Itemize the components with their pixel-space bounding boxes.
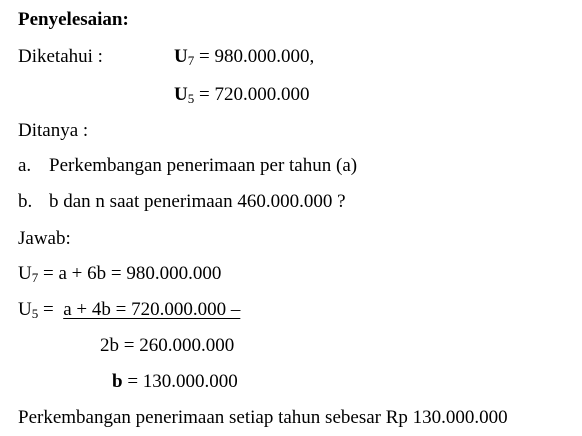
eq2-subscript: 5 bbox=[31, 306, 39, 321]
question-a bbox=[18, 154, 357, 178]
jawab-label: Jawab: bbox=[18, 228, 71, 249]
eq2-text: a + 4b = 720.000.000 – bbox=[63, 299, 241, 320]
u5-subscript: 5 bbox=[187, 91, 195, 106]
known-u7 bbox=[174, 45, 314, 69]
conclusion-text: Perkembangan penerimaan setiap tahun sebesar Rp 130.000.000 bbox=[18, 407, 508, 428]
question-b-text: b dan n saat penerimaan 460.000.000 ? bbox=[49, 191, 346, 212]
u7-symbol: U bbox=[174, 46, 188, 67]
result-2b: 2b = 260.000.000 bbox=[100, 335, 235, 356]
result-b-value: = 130.000.000 bbox=[122, 371, 238, 392]
equation-u7 bbox=[18, 262, 221, 286]
u7-subscript: 7 bbox=[187, 53, 195, 68]
eq1-subscript: 7 bbox=[31, 270, 39, 285]
eq2-symbol: U bbox=[18, 299, 32, 320]
question-a-text: Perkembangan penerimaan per tahun (a) bbox=[49, 155, 358, 176]
diketahui-label: Diketahui : bbox=[18, 46, 103, 67]
result-b-variable: b bbox=[112, 371, 123, 392]
solution-heading: Penyelesaian: bbox=[18, 9, 129, 30]
equation-u5 bbox=[18, 298, 240, 322]
ditanya-label: Ditanya : bbox=[18, 120, 89, 141]
eq2-prefix: = bbox=[38, 299, 64, 320]
u5-symbol: U bbox=[174, 84, 188, 105]
question-b-marker: b. bbox=[18, 191, 33, 212]
u5-value: = 720.000.000 bbox=[194, 84, 310, 105]
result-b bbox=[112, 370, 238, 394]
eq1-text: = a + 6b = 980.000.000 bbox=[38, 263, 222, 284]
question-a-marker: a. bbox=[18, 155, 32, 176]
u7-value: = 980.000.000, bbox=[194, 46, 315, 67]
question-b bbox=[18, 190, 346, 214]
eq1-symbol: U bbox=[18, 263, 32, 284]
known-u5 bbox=[174, 83, 309, 107]
